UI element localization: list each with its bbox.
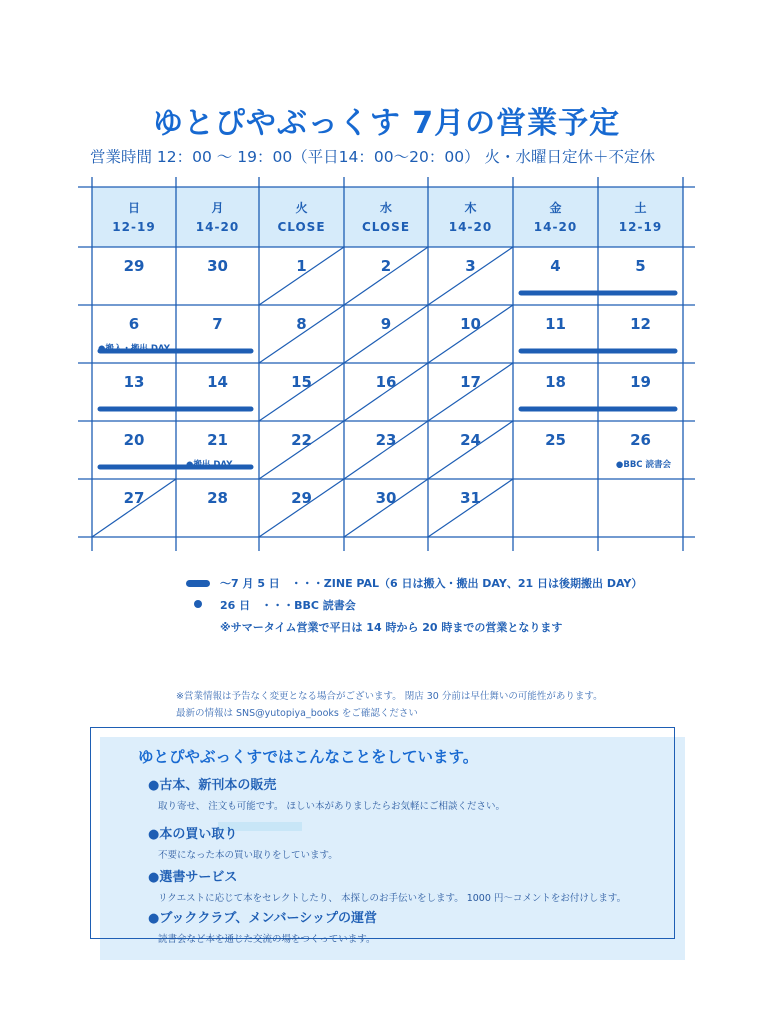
- date-number: 22: [291, 431, 312, 449]
- day-note: ●BBC 読書会: [615, 460, 671, 470]
- date-number: 2: [380, 257, 392, 275]
- weekday-label: 木: [464, 201, 477, 215]
- notes: [176, 688, 603, 722]
- date-number: 6: [128, 315, 140, 333]
- day-note: ●搬入・搬出 DAY: [98, 344, 170, 354]
- hours-label: 14-20: [448, 220, 493, 234]
- date-number: 31: [460, 489, 481, 507]
- date-number: 10: [460, 315, 481, 333]
- hours-label: 12-19: [618, 220, 663, 234]
- date-number: 24: [460, 431, 481, 449]
- date-number: 26: [630, 431, 651, 449]
- hours-label: 14-20: [533, 220, 578, 234]
- legend-text: ～7 月 5 日 ・・・ZINE PAL（6 日は搬入・搬出 DAY、21 日は後期搬出 DAY）: [220, 577, 643, 590]
- closed-day-slash: [259, 305, 344, 363]
- closed-day-slash: [344, 247, 428, 305]
- services-title: ゆとぴやぶっくすではこんなことをしています。: [138, 748, 479, 766]
- bar-marker-icon: [186, 580, 210, 587]
- weekday-label: 水: [379, 201, 393, 215]
- business-hours: 営業時間 12：00 ～ 19：00（平日14：00～20：00） 火・水曜日定休＋不定休: [90, 148, 655, 166]
- date-number: 13: [123, 373, 145, 391]
- date-number: 7: [212, 315, 223, 333]
- hours-label: CLOSE: [277, 220, 326, 234]
- hours-label: CLOSE: [361, 220, 411, 234]
- date-number: 5: [635, 257, 646, 275]
- service-heading: ●本の買い取り: [148, 827, 238, 842]
- weekday-label: 金: [549, 201, 562, 215]
- date-number: 4: [550, 257, 561, 275]
- hours-label: 14-20: [195, 220, 240, 234]
- date-number: 16: [375, 373, 397, 391]
- service-heading: ●選書サービス: [148, 870, 238, 885]
- date-number: 14: [207, 373, 228, 391]
- closed-day-slash: [344, 305, 428, 363]
- closed-day-slash: [259, 479, 344, 537]
- day-note: ●搬出 DAY: [186, 460, 233, 470]
- date-number: 9: [380, 315, 392, 333]
- closed-day-slash: [428, 305, 513, 363]
- date-number: 21: [207, 431, 228, 449]
- weekday-label: 日: [127, 201, 141, 215]
- service-description: リクエストに応じて本をセレクトしたり、 本探しのお手伝いをします。 1000 円～コメントをお付けします。: [158, 893, 627, 904]
- date-number: 20: [123, 431, 145, 449]
- date-number: 8: [296, 315, 307, 333]
- date-number: 3: [465, 257, 476, 275]
- legend-text: ※サマータイム営業で平日は 14 時から 20 時までの営業となります: [220, 621, 563, 634]
- header-row-background: [92, 187, 683, 247]
- closed-day-slash: [344, 479, 428, 537]
- service-item: [148, 823, 338, 861]
- service-description: 取り寄せ、 注文も可能です。 ほしい本がありましたらお気軽にご相談ください。: [158, 801, 505, 812]
- date-number: 29: [123, 257, 145, 275]
- service-heading: ●ブッククラブ、メンバーシップの運営: [148, 911, 377, 926]
- date-number: 30: [207, 257, 228, 275]
- closed-day-slash: [344, 421, 428, 479]
- date-number: 23: [375, 431, 397, 449]
- date-number: 29: [291, 489, 312, 507]
- closed-day-slash: [428, 479, 513, 537]
- note-line: ※営業情報は予告なく変更となる場合がございます。 閉店 30 分前は早仕舞いの可能性があります。: [176, 691, 603, 702]
- note-line: 最新の情報は SNS@yutopiya_books をご確認ください: [176, 708, 418, 719]
- service-item: [148, 866, 626, 904]
- hours-label: 12-19: [112, 220, 156, 234]
- closed-day-slash: [428, 421, 513, 479]
- date-number: 30: [375, 489, 397, 507]
- date-number: 1: [296, 257, 307, 275]
- date-number: 12: [630, 315, 651, 333]
- closed-day-slash: [259, 363, 344, 421]
- date-number: 15: [291, 373, 312, 391]
- service-item: [148, 907, 377, 945]
- dot-marker-icon: [194, 600, 202, 608]
- date-number: 11: [545, 315, 566, 333]
- closed-day-slash: [259, 247, 344, 305]
- weekday-label: 月: [211, 201, 224, 215]
- service-heading: ●古本、新刊本の販売: [148, 778, 277, 793]
- date-number: 17: [460, 373, 481, 391]
- date-number: 27: [123, 489, 145, 507]
- service-description: 不要になった本の買い取りをしています。: [158, 850, 338, 861]
- closed-day-slash: [92, 479, 176, 537]
- closed-day-slash: [259, 421, 344, 479]
- legend-text: 26 日 ・・・BBC 読書会: [220, 599, 356, 612]
- date-number: 28: [207, 489, 228, 507]
- service-item: [148, 774, 505, 812]
- date-number: 19: [630, 373, 651, 391]
- closed-day-slash: [428, 247, 513, 305]
- closed-day-slash: [344, 363, 428, 421]
- date-number: 25: [545, 431, 566, 449]
- date-number: 18: [545, 373, 566, 391]
- service-description: 読書会など本を通じた交流の場をつくっています。: [158, 934, 376, 945]
- closed-day-slash: [428, 363, 513, 421]
- weekday-label: 土: [634, 201, 647, 215]
- page-title: ゆとぴやぶっくす 7月の営業予定: [152, 106, 621, 141]
- weekday-label: 火: [295, 201, 308, 215]
